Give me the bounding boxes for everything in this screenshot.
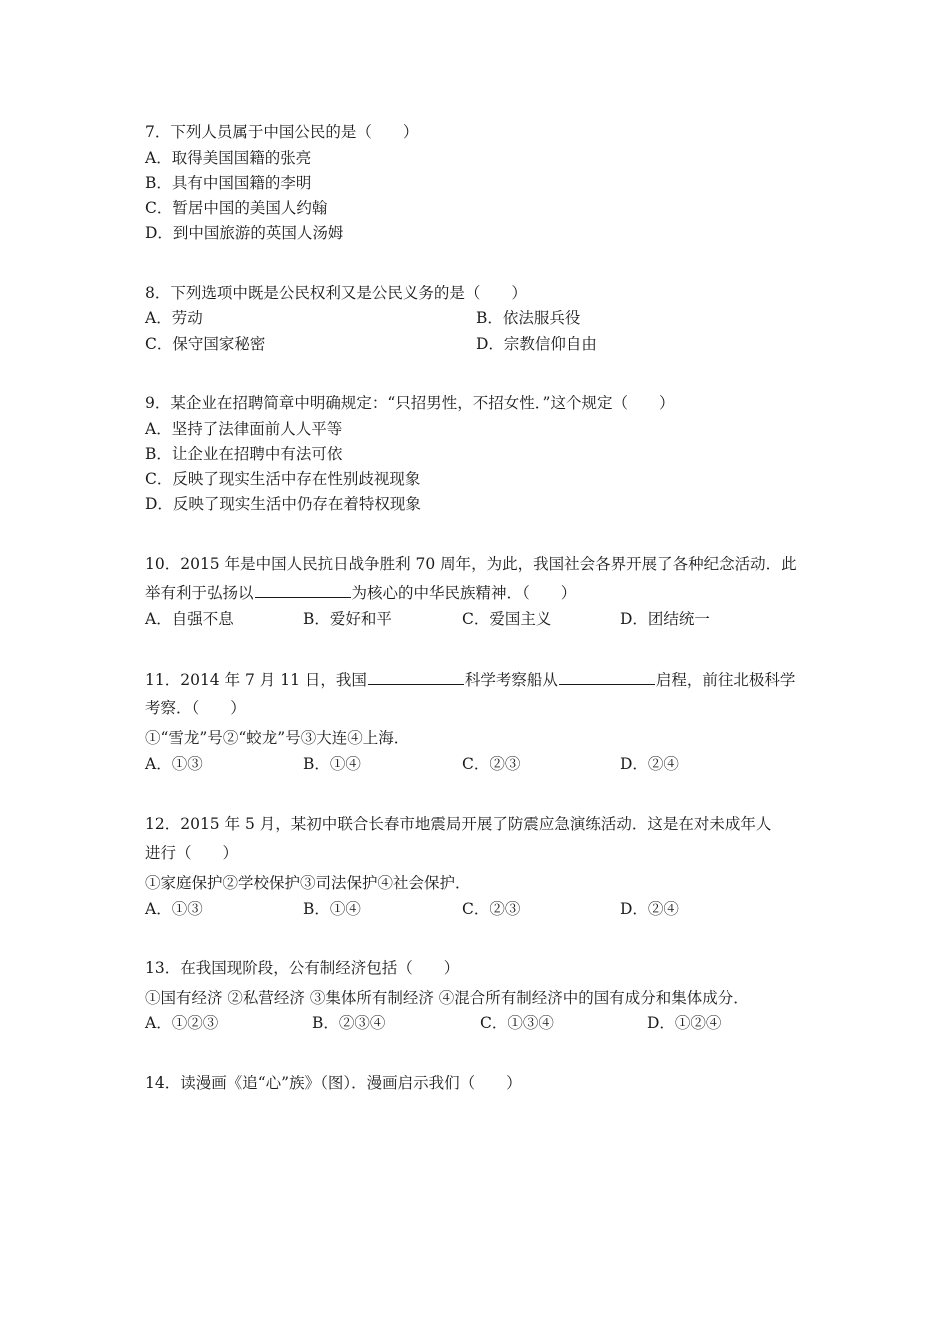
fill-in-blank [559, 669, 655, 685]
question-13-option-b: B．②③④ [312, 1014, 386, 1032]
question-10-option-a: A．自强不息 [145, 610, 234, 628]
question-10-option-b: B．爱好和平 [303, 610, 392, 628]
question-10-stem-text-a: 举有利于弘扬以 [145, 584, 254, 602]
question-12-stem-line1: 12．2015 年 5 月，某初中联合长春市地震局开展了防震应急演练活动．这是在对未成年人 [145, 815, 772, 833]
fill-in-blank [255, 582, 351, 598]
question-11-stem-text-a: 11．2014 年 7 月 11 日，我国 [145, 671, 367, 689]
question-11-stem-line2: 考察．（ ） [145, 699, 246, 717]
question-7-option-c: C．暂居中国的美国人约翰 [145, 199, 328, 217]
question-8-option-d: D．宗教信仰自由 [476, 335, 597, 353]
question-10-stem-text-b: 为核心的中华民族精神．（ ） [351, 584, 577, 602]
question-12-items: ①家庭保护②学校保护③司法保护④社会保护． [145, 874, 471, 892]
question-13-items: ①国有经济 ②私营经济 ③集体所有制经济 ④混合所有制经济中的国有成分和集体成分． [145, 989, 749, 1007]
question-10-option-d: D．团结统一 [620, 610, 710, 628]
question-9-option-b: B．让企业在招聘中有法可依 [145, 445, 343, 463]
question-12-option-d: D．②④ [620, 900, 679, 918]
question-8-option-c: C．保守国家秘密 [145, 335, 266, 353]
question-7-option-a: A．取得美国国籍的张亮 [145, 149, 312, 167]
question-11-option-b: B．①④ [303, 755, 361, 773]
question-13-stem: 13．在我国现阶段，公有制经济包括（ ） [145, 959, 460, 977]
fill-in-blank [368, 669, 464, 685]
question-9-stem: 9．某企业在招聘简章中明确规定：“只招男性，不招女性．”这个规定（ ） [145, 394, 675, 412]
question-11-option-c: C．②③ [462, 755, 521, 773]
question-12-stem-line2: 进行（ ） [145, 844, 239, 862]
question-7-option-d: D．到中国旅游的英国人汤姆 [145, 224, 344, 242]
question-11-stem-line1 [145, 669, 795, 690]
question-10-option-c: C．爱国主义 [462, 610, 552, 628]
question-8-option-a: A．劳动 [145, 309, 203, 327]
question-10-stem-line2 [145, 582, 576, 603]
question-11-option-d: D．②④ [620, 755, 679, 773]
question-7-stem: 7．下列人员属于中国公民的是（ ） [145, 123, 419, 141]
question-11-stem-text-b: 科学考察船从 [464, 671, 558, 689]
question-13-option-c: C．①③④ [480, 1014, 554, 1032]
question-13-option-d: D．①②④ [647, 1014, 722, 1032]
question-12-option-a: A．①③ [145, 900, 203, 918]
question-11-items: ①“雪龙”号②“蛟龙”号③大连④上海． [145, 729, 410, 747]
question-14-stem: 14．读漫画《追“心”族》（图）．漫画启示我们（ ） [145, 1074, 522, 1092]
question-8-stem: 8．下列选项中既是公民权利又是公民义务的是（ ） [145, 284, 527, 302]
question-10-stem-line1: 10．2015 年是中国人民抗日战争胜利 70 周年，为此，我国社会各界开展了各种纪念活动．此 [145, 555, 797, 573]
question-9-option-c: C．反映了现实生活中存在性别歧视现象 [145, 470, 421, 488]
question-12-option-c: C．②③ [462, 900, 521, 918]
question-12-option-b: B．①④ [303, 900, 361, 918]
question-7-option-b: B．具有中国国籍的李明 [145, 174, 312, 192]
question-9-option-a: A．坚持了法律面前人人平等 [145, 420, 343, 438]
question-8-option-b: B．依法服兵役 [476, 309, 581, 327]
question-13-option-a: A．①②③ [145, 1014, 219, 1032]
question-11-option-a: A．①③ [145, 755, 203, 773]
question-11-stem-text-c: 启程，前往北极科学 [655, 671, 796, 689]
question-9-option-d: D．反映了现实生活中仍存在着特权现象 [145, 495, 421, 513]
